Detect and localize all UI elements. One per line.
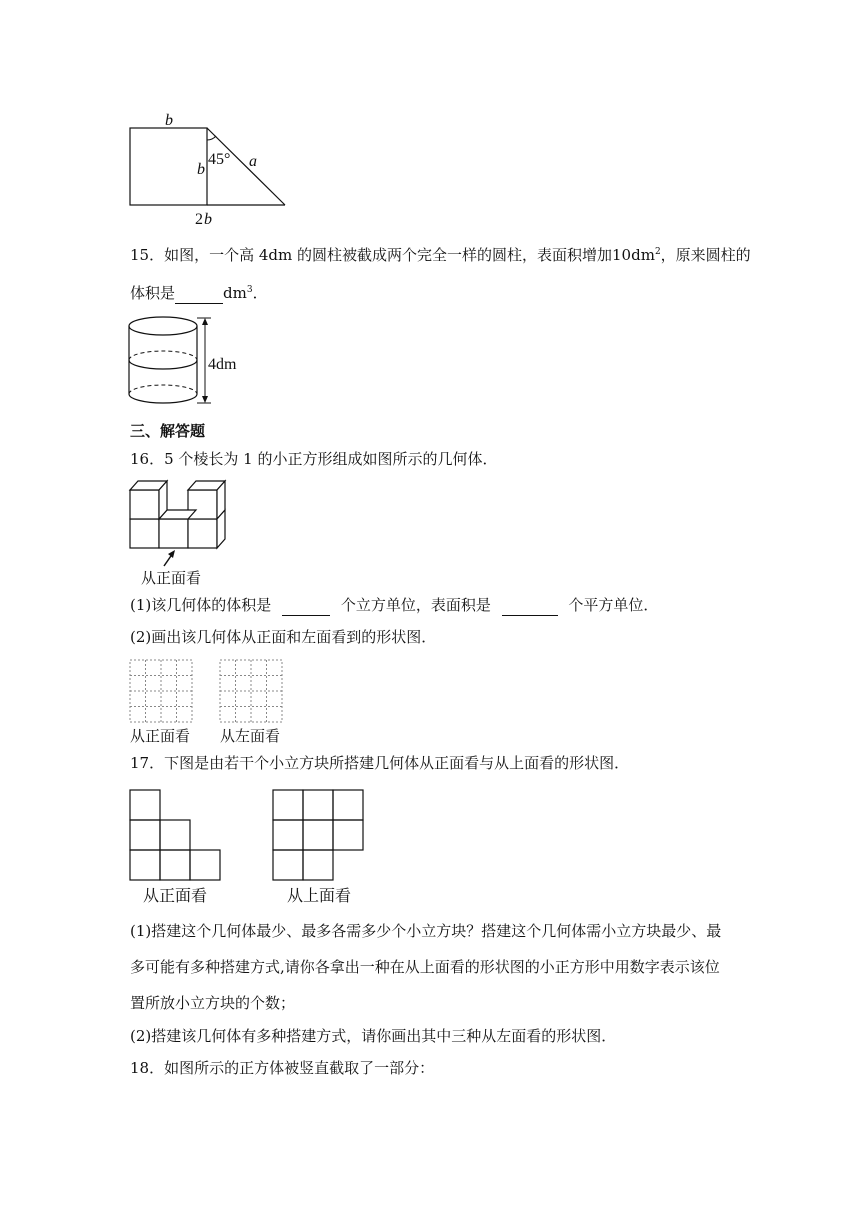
q16-p1-text-c: 个平方单位． <box>568 596 659 614</box>
q17-stem: 下图是由若干个小立方块所搭建几何体从正面看与从上面看的形状图． <box>164 754 630 772</box>
q17-part1-line2: 多可能有多种搭建方式,请你各拿出一种在从上面看的形状图的小正方形中用数字表示该位 <box>130 958 720 976</box>
q18-stem: 如图所示的正方体被竖直截取了一部分： <box>164 1059 435 1077</box>
q17-number: 17． <box>130 754 165 772</box>
q15-line2 <box>130 282 268 304</box>
label-bottom-var: b <box>204 211 212 228</box>
label-mid-b: b <box>197 161 205 178</box>
label-top-b: b <box>165 112 173 129</box>
left-grid-caption: 从左面看 <box>220 727 281 745</box>
q15-line1 <box>130 244 751 266</box>
q16-stem-line <box>130 448 498 470</box>
top-view-caption: 从上面看 <box>287 886 352 905</box>
q15-answer-blank[interactable] <box>175 287 223 304</box>
q18-stem-line <box>130 1057 434 1079</box>
q16-volume-blank[interactable] <box>282 599 330 616</box>
q15-unit-sup: 3 <box>246 285 253 295</box>
q16-figure-caption: 从正面看 <box>141 569 202 587</box>
q16-part1 <box>130 594 658 616</box>
q15-end: ． <box>252 284 268 302</box>
front-view-figure <box>129 789 223 881</box>
q15-text-b: ，原来圆柱的 <box>660 246 751 264</box>
q15-sup: 2 <box>654 247 661 257</box>
q15-value: 10dm <box>612 246 655 264</box>
section-heading: 三、解答题 <box>130 422 206 440</box>
q16-p1-text-b: 个立方单位，表面积是 <box>340 596 491 614</box>
top-view-figure <box>272 789 366 881</box>
label-bottom-number: 2 <box>195 211 203 228</box>
q15-text-c: 体积是 <box>130 284 176 302</box>
q16-stem: 5 个棱长为 1 的小正方形组成如图所示的几何体． <box>164 450 498 468</box>
q17-part2: (2)搭建该几何体有多种搭建方式，请你画出其中三种从左面看的形状图． <box>130 1027 617 1045</box>
q17-part1-line1: (1)搭建这个几何体最少、最多各需多少个小立方块？搭建这个几何体需小立方块最少、最 <box>130 922 722 940</box>
q15-number: 15． <box>130 246 165 264</box>
cylinder-figure <box>125 314 255 410</box>
q17-stem-line <box>130 752 629 774</box>
q17-part1-line3: 置所放小立方块的个数； <box>130 994 296 1012</box>
q18-number: 18． <box>130 1059 165 1077</box>
q16-part2: (2)画出该几何体从正面和左面看到的形状图． <box>130 628 437 646</box>
q15-unit: dm <box>223 284 247 302</box>
q16-p1-text-a: (1)该几何体的体积是 <box>130 596 272 614</box>
front-view-grid[interactable] <box>129 659 193 723</box>
cube-arrangement-figure <box>128 478 238 568</box>
q16-number: 16． <box>130 450 165 468</box>
height-label: 4dm <box>208 356 237 373</box>
square-triangle-figure <box>110 108 310 230</box>
q16-area-blank[interactable] <box>502 599 558 616</box>
left-view-grid[interactable] <box>219 659 283 723</box>
front-view-caption: 从正面看 <box>143 886 208 905</box>
q15-text-a: 如图，一个高 4dm 的圆柱被截成两个完全一样的圆柱，表面积增加 <box>164 246 613 264</box>
front-grid-caption: 从正面看 <box>130 727 191 745</box>
label-a: a <box>249 153 257 170</box>
label-angle: 45° <box>208 151 231 168</box>
